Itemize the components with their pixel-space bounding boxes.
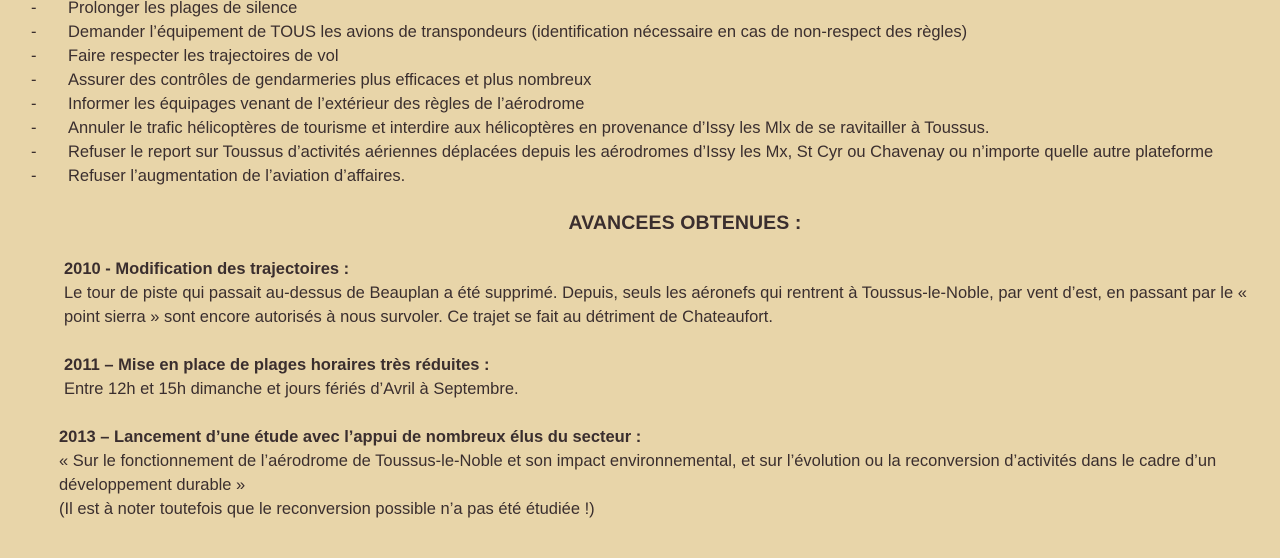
milestone-body: « Sur le fonctionnement de l’aérodrome de Toussus-le-Noble et son impact environnemental, et sur l’évolution ou la reconversion d’activités dans le cadre d’un développement durable » bbox=[59, 452, 1217, 494]
bullet-dash: - bbox=[31, 167, 37, 185]
list-item-text: Faire respecter les trajectoires de vol bbox=[68, 47, 339, 65]
milestone-heading: 2011 – Mise en place de plages horaires très réduites : bbox=[64, 356, 490, 374]
bullet-dash: - bbox=[31, 47, 37, 65]
milestone-note: (Il est à noter toutefois que le reconversion possible n’a pas été étudiée !) bbox=[59, 500, 595, 518]
list-item bbox=[0, 44, 1280, 68]
milestone-2011 bbox=[0, 353, 1280, 401]
milestone-heading: 2013 – Lancement d’une étude avec l’appui de nombreux élus du secteur : bbox=[59, 428, 642, 446]
milestone-body: Le tour de piste qui passait au-dessus de Beauplan a été supprimé. Depuis, seuls les aéronefs qui rentrent à Toussus-le-Noble, par vent d’est, en passant par le « point sierra » sont encore autorisés à nous survoler. Ce trajet se fait au détriment de Chateaufort. bbox=[64, 284, 1247, 326]
list-item bbox=[0, 140, 1280, 164]
bullet-dash: - bbox=[31, 0, 37, 17]
list-item-text: Assurer des contrôles de gendarmeries plus efficaces et plus nombreux bbox=[68, 71, 592, 89]
list-item bbox=[0, 116, 1280, 140]
list-item-text: Refuser l’augmentation de l’aviation d’affaires. bbox=[68, 167, 406, 185]
bullet-dash: - bbox=[31, 71, 37, 89]
bullet-dash: - bbox=[31, 95, 37, 113]
list-item bbox=[0, 20, 1280, 44]
list-item bbox=[0, 0, 1280, 20]
demands-list bbox=[0, 0, 1280, 188]
list-item-text: Demander l’équipement de TOUS les avions de transpondeurs (identification nécessaire en cas de non-respect des règles) bbox=[68, 23, 968, 41]
section-title: AVANCEES OBTENUES : bbox=[568, 212, 802, 234]
milestone-heading: 2010 - Modification des trajectoires : bbox=[64, 260, 350, 278]
bullet-dash: - bbox=[31, 143, 37, 161]
list-item bbox=[0, 92, 1280, 116]
milestone-2010 bbox=[0, 257, 1280, 329]
list-item-text: Prolonger les plages de silence bbox=[68, 0, 298, 17]
milestone-2013 bbox=[0, 425, 1280, 521]
list-item bbox=[0, 164, 1280, 188]
list-item-text: Refuser le report sur Toussus d’activités aériennes déplacées depuis les aérodromes d’Issy les Mx, St Cyr ou Chavenay ou n’importe quelle autre plateforme bbox=[68, 143, 1214, 161]
milestone-body: Entre 12h et 15h dimanche et jours fériés d’Avril à Septembre. bbox=[64, 380, 519, 398]
list-item-text: Annuler le trafic hélicoptères de tourisme et interdire aux hélicoptères en provenance d’Issy les Mlx de se ravitailler à Toussus. bbox=[68, 119, 990, 137]
list-item-text: Informer les équipages venant de l’extérieur des règles de l’aérodrome bbox=[68, 95, 585, 113]
bullet-dash: - bbox=[31, 23, 37, 41]
list-item bbox=[0, 68, 1280, 92]
bullet-dash: - bbox=[31, 119, 37, 137]
